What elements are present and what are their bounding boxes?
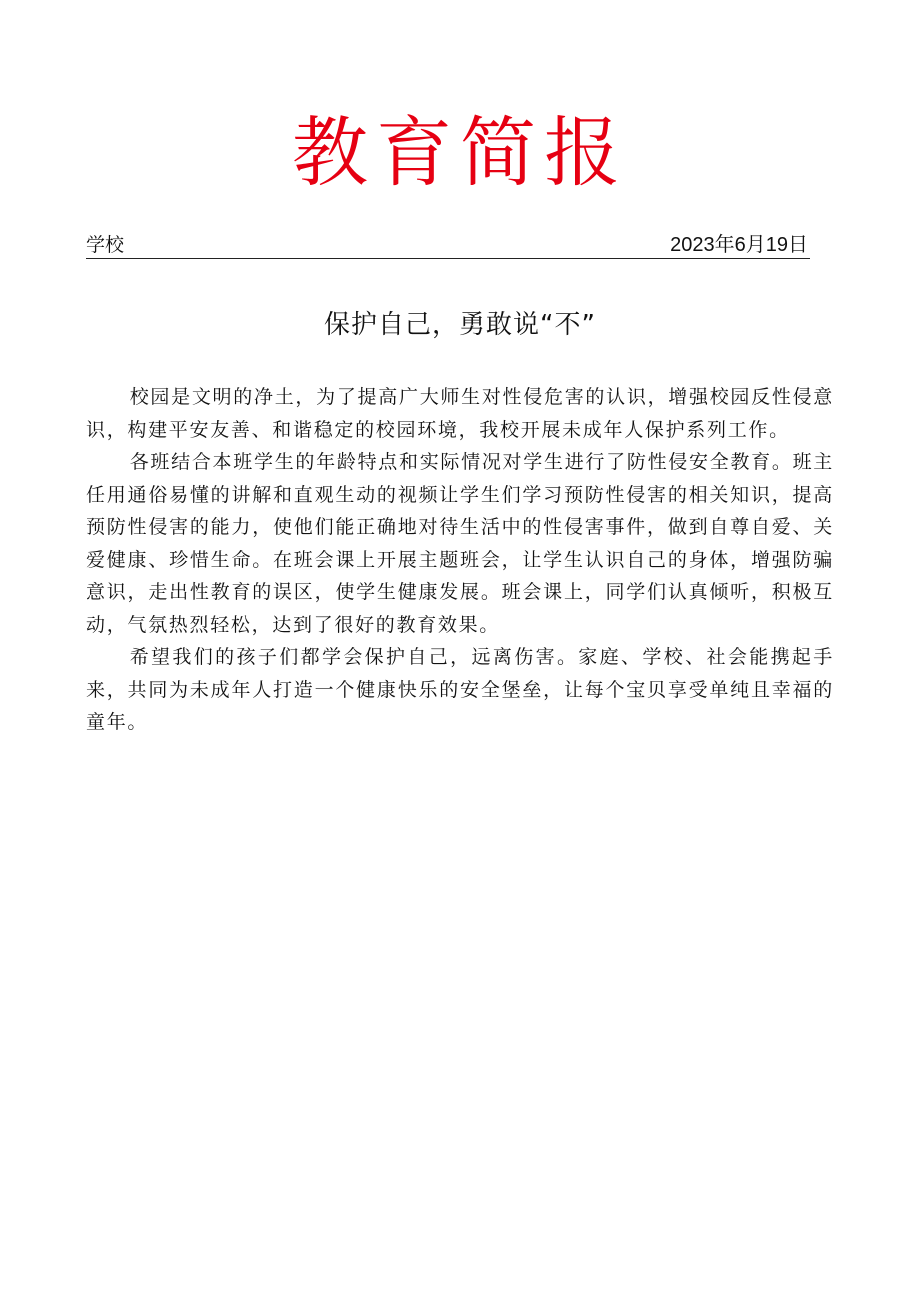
article-title: 保护自己，勇敢说“不”	[324, 310, 596, 340]
article-body	[86, 381, 834, 739]
body-paragraph-3: 希望我们的孩子们都学会保护自己，远离伤害。家庭、学校、社会能携起手来，共同为未成年人打造一个健康快乐的安全堡垒，让每个宝贝享受单纯且幸福的童年。	[86, 646, 834, 733]
issue-date: 2023年6月19日	[670, 234, 808, 256]
body-paragraph-2: 各班结合本班学生的年龄特点和实际情况对学生进行了防性侵安全教育。班主任用通俗易懂的讲解和直观生动的视频让学生们学习预防性侵害的相关知识，提高预防性侵害的能力，使他们能正确地对待生活中的性侵害事件，做到自尊自爱、关爱健康、珍惜生命。在班会课上开展主题班会，让学生认识自己的身体，增强防骗意识，走出性教育的误区，使学生健康发展。班会课上，同学们认真倾听，积极互动，气氛热烈轻松，达到了很好的教育效果。	[86, 451, 834, 636]
header-info-line	[86, 232, 810, 259]
school-label: 学校	[86, 234, 125, 256]
newsletter-masthead: 教育简报	[292, 108, 628, 197]
body-paragraph-1: 校园是文明的净土，为了提高广大师生对性侵危害的认识，增强校园反性侵意识，构建平安友善、和谐稳定的校园环境，我校开展未成年人保护系列工作。	[86, 386, 834, 441]
